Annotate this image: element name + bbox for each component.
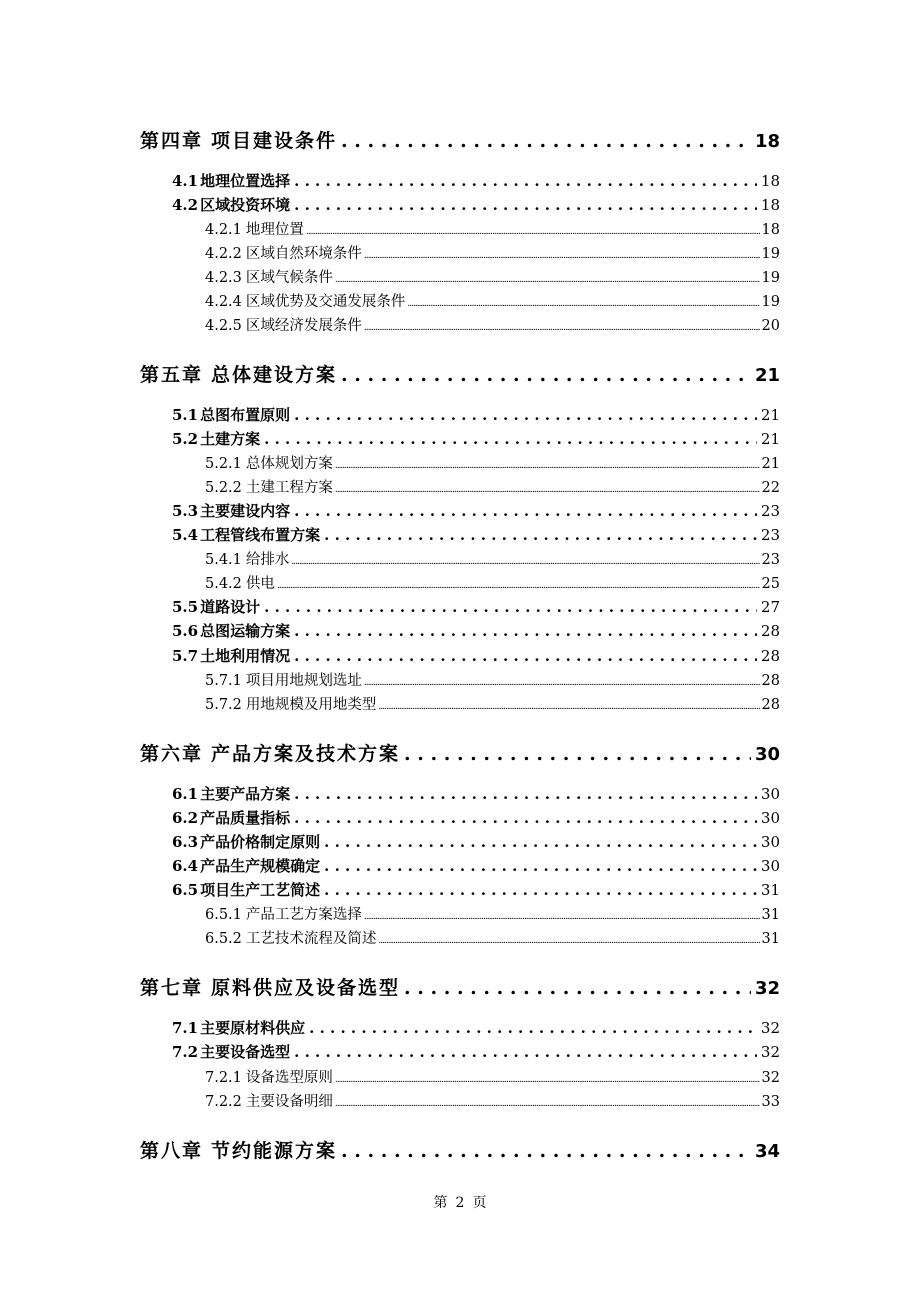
toc-leader-dots	[335, 1099, 760, 1109]
toc-entry-title: 土建方案	[200, 430, 261, 448]
toc-entry-page: 23	[761, 552, 780, 568]
toc-entry-page: 25	[761, 576, 780, 592]
toc-leader-dots	[294, 196, 757, 214]
toc-entry-number: 5.4.2	[205, 576, 242, 592]
toc-leader-dots	[378, 936, 759, 946]
toc-entry-title: 主要原材料供应	[200, 1019, 306, 1037]
toc-entry-title: 区域投资环境	[200, 196, 291, 214]
toc-entry-title: 产品生产规模确定	[200, 857, 321, 875]
toc-section[interactable]	[172, 879, 780, 900]
footer-suffix: 页	[472, 1195, 487, 1211]
toc-entry-title: 土地利用情况	[200, 647, 291, 665]
toc-entry-title: 区域经济发展条件	[245, 318, 362, 334]
toc-entry-title: 地理位置选择	[200, 172, 291, 190]
toc-entry-page: 28	[761, 697, 780, 713]
toc-entry-number: 5.4.1	[205, 552, 242, 568]
toc-entry-title: 区域气候条件	[245, 270, 333, 286]
toc-entry-number: 7.2.2	[205, 1094, 242, 1110]
toc-subsection[interactable]	[205, 476, 780, 497]
toc-entry-page: 23	[760, 526, 780, 544]
page-footer	[0, 1192, 920, 1212]
toc-entry-title: 产品价格制定原则	[200, 833, 321, 851]
toc-entry-page: 32	[760, 1043, 780, 1061]
toc-entry-page: 18	[760, 196, 780, 214]
toc-entry-number: 6.1	[172, 785, 199, 803]
toc-entry-title: 主要设备选型	[200, 1043, 291, 1061]
toc-entry-title: 产品方案及技术方案	[211, 743, 401, 765]
toc-section[interactable]	[172, 194, 780, 215]
toc-subsection[interactable]	[205, 669, 780, 690]
toc-leader-dots	[378, 702, 759, 712]
toc-entry-page: 32	[754, 978, 780, 999]
toc-entry-page: 31	[760, 881, 780, 899]
toc-section[interactable]	[172, 783, 780, 804]
toc-entry-title: 给排水	[245, 552, 290, 568]
toc-entry-page: 31	[761, 907, 780, 923]
toc-entry-page: 30	[760, 833, 780, 851]
toc-entry-title: 项目生产工艺简述	[200, 881, 321, 899]
toc-leader-dots	[407, 299, 759, 309]
toc-leader-dots	[335, 1075, 760, 1085]
toc-entry-page: 28	[760, 622, 780, 640]
toc-entry-page: 18	[754, 131, 780, 152]
toc-entry-number: 5.2.1	[205, 456, 242, 472]
toc-entry-number: 5.6	[172, 622, 199, 640]
footer-prefix: 第	[433, 1195, 448, 1211]
toc-leader-dots	[291, 557, 759, 567]
toc-subsection[interactable]	[205, 1066, 780, 1087]
toc-entry-number: 5.2.2	[205, 480, 242, 496]
toc-entry-page: 19	[761, 246, 780, 262]
toc-entry-number: 第六章	[140, 743, 204, 765]
toc-entry-number: 6.5.1	[205, 907, 242, 923]
toc-entry-number: 6.5	[172, 881, 199, 899]
toc-entry-page: 20	[761, 318, 780, 334]
toc-chapter[interactable]	[140, 1136, 780, 1163]
toc-leader-dots	[324, 881, 757, 899]
toc-subsection[interactable]	[205, 1090, 780, 1111]
toc-entry-page: 18	[761, 222, 780, 238]
toc-entry-title: 工艺技术流程及简述	[245, 931, 377, 947]
toc-entry-number: 第五章	[140, 364, 204, 386]
toc-leader-dots	[264, 430, 757, 448]
toc-entry-page: 32	[760, 1019, 780, 1037]
toc-entry-title: 原料供应及设备选型	[211, 977, 401, 999]
toc-chapter[interactable]	[140, 126, 780, 153]
toc-leader-dots	[264, 598, 757, 616]
toc-leader-dots	[364, 323, 760, 333]
toc-entry-number: 7.2	[172, 1043, 199, 1061]
toc-section[interactable]	[172, 596, 780, 617]
toc-leader-dots	[324, 526, 757, 544]
toc-entry-number: 5.1	[172, 406, 199, 424]
toc-entry-title: 产品工艺方案选择	[245, 907, 362, 923]
toc-entry-title: 地理位置	[245, 222, 304, 238]
toc-section[interactable]	[172, 404, 780, 425]
toc-entry-title: 产品质量指标	[200, 809, 291, 827]
toc-subsection[interactable]	[205, 693, 780, 714]
toc-section[interactable]	[172, 170, 780, 191]
toc-leader-dots	[294, 502, 757, 520]
toc-entry-title: 总体建设方案	[211, 364, 338, 386]
toc-section[interactable]	[172, 428, 780, 449]
toc-entry-number: 6.5.2	[205, 931, 242, 947]
toc-entry-number: 4.1	[172, 172, 199, 190]
toc-entry-title: 主要设备明细	[245, 1094, 333, 1110]
toc-entry-number: 5.3	[172, 502, 199, 520]
toc-subsection[interactable]	[205, 314, 780, 335]
toc-entry-title: 主要建设内容	[200, 502, 291, 520]
toc-entry-page: 34	[754, 1141, 780, 1162]
toc-entry-number: 第八章	[140, 1140, 204, 1162]
toc-leader-dots	[324, 833, 757, 851]
toc-section[interactable]	[172, 807, 780, 828]
toc-entry-title: 区域优势及交通发展条件	[245, 294, 406, 310]
toc-entry-title: 区域自然环境条件	[245, 246, 362, 262]
toc-leader-dots	[277, 581, 760, 591]
toc-section[interactable]	[172, 1017, 780, 1038]
toc-entry-page: 21	[761, 456, 780, 472]
toc-entry-title: 供电	[245, 576, 275, 592]
toc-entry-page: 23	[760, 502, 780, 520]
toc-entry-number: 6.4	[172, 857, 199, 875]
toc-leader-dots	[364, 251, 760, 261]
toc-entry-number: 第七章	[140, 977, 204, 999]
toc-entry-page: 21	[760, 406, 780, 424]
toc-entry-page: 28	[760, 647, 780, 665]
toc-leader-dots	[294, 172, 757, 190]
toc-section[interactable]	[172, 524, 780, 545]
toc-subsection[interactable]	[205, 266, 780, 287]
toc-entry-number: 4.2	[172, 196, 199, 214]
toc-entry-title: 节约能源方案	[211, 1140, 338, 1162]
toc-entry-number: 7.2.1	[205, 1070, 242, 1086]
toc-leader-dots	[404, 743, 751, 765]
toc-entry-title: 设备选型原则	[245, 1070, 333, 1086]
toc-section[interactable]	[172, 831, 780, 852]
toc-leader-dots	[335, 275, 760, 285]
toc-entry-title: 用地规模及用地类型	[245, 697, 377, 713]
toc-entry-number: 5.7.1	[205, 673, 242, 689]
toc-entry-number: 5.7.2	[205, 697, 242, 713]
toc-entry-title: 总图布置原则	[200, 406, 291, 424]
toc-entry-page: 30	[760, 785, 780, 803]
toc-entry-number: 7.1	[172, 1019, 199, 1037]
toc-section[interactable]	[172, 1041, 780, 1062]
toc-entry-number: 4.2.5	[205, 318, 242, 334]
toc-entry-page: 30	[760, 857, 780, 875]
toc-leader-dots	[306, 227, 760, 237]
toc-entry-page: 18	[760, 172, 780, 190]
footer-page-number: 2	[455, 1195, 465, 1211]
toc-subsection[interactable]	[205, 903, 780, 924]
toc-leader-dots	[341, 130, 751, 152]
toc-leader-dots	[335, 461, 760, 471]
toc-entry-number: 4.2.4	[205, 294, 242, 310]
toc-leader-dots	[364, 678, 760, 688]
toc-leader-dots	[341, 1140, 751, 1162]
toc-section[interactable]	[172, 620, 780, 641]
toc-leader-dots	[364, 912, 760, 922]
toc-entry-number: 5.5	[172, 598, 199, 616]
toc-subsection[interactable]	[205, 548, 780, 569]
toc-entry-title: 总图运输方案	[200, 622, 291, 640]
toc-subsection[interactable]	[205, 242, 780, 263]
toc-entry-number: 5.7	[172, 647, 199, 665]
toc-section[interactable]	[172, 855, 780, 876]
toc-entry-page: 21	[754, 365, 780, 386]
toc-chapter[interactable]	[140, 739, 780, 766]
toc-entry-number: 5.4	[172, 526, 199, 544]
toc-section[interactable]	[172, 500, 780, 521]
toc-subsection[interactable]	[205, 927, 780, 948]
toc-leader-dots	[294, 622, 757, 640]
toc-chapter[interactable]	[140, 360, 780, 387]
toc-entry-number: 4.2.1	[205, 222, 242, 238]
toc-entry-number: 4.2.2	[205, 246, 242, 262]
toc-entry-page: 30	[760, 809, 780, 827]
toc-entry-page: 22	[761, 480, 780, 496]
toc-entry-title: 总体规划方案	[245, 456, 333, 472]
toc-leader-dots	[309, 1019, 757, 1037]
toc-leader-dots	[294, 1043, 757, 1061]
toc-entry-title: 主要产品方案	[200, 785, 291, 803]
toc-entry-title: 工程管线布置方案	[200, 526, 321, 544]
toc-entry-number: 6.3	[172, 833, 199, 851]
toc-leader-dots	[324, 857, 757, 875]
toc-leader-dots	[404, 977, 751, 999]
toc-leader-dots	[294, 406, 757, 424]
toc-entry-page: 21	[760, 430, 780, 448]
toc-entry-page: 19	[761, 294, 780, 310]
toc-entry-title: 项目建设条件	[211, 130, 338, 152]
toc-entry-title: 土建工程方案	[245, 480, 333, 496]
toc-entry-page: 19	[761, 270, 780, 286]
toc-entry-page: 27	[760, 598, 780, 616]
toc-entry-page: 33	[761, 1094, 780, 1110]
toc-entry-number: 4.2.3	[205, 270, 242, 286]
toc-subsection[interactable]	[205, 572, 780, 593]
toc-entry-number: 6.2	[172, 809, 199, 827]
toc-leader-dots	[294, 647, 757, 665]
toc-entry-page: 31	[761, 931, 780, 947]
toc-leader-dots	[294, 785, 757, 803]
toc-chapter[interactable]	[140, 973, 780, 1000]
toc-subsection[interactable]	[205, 218, 780, 239]
toc-leader-dots	[294, 809, 757, 827]
toc-entry-number: 第四章	[140, 130, 204, 152]
toc-subsection[interactable]	[205, 452, 780, 473]
toc-entry-title: 道路设计	[200, 598, 261, 616]
toc-section[interactable]	[172, 645, 780, 666]
toc-entry-number: 5.2	[172, 430, 199, 448]
toc-entry-page: 30	[754, 744, 780, 765]
toc-leader-dots	[335, 485, 760, 495]
toc-entry-page: 32	[761, 1070, 780, 1086]
toc-entry-title: 项目用地规划选址	[245, 673, 362, 689]
toc-subsection[interactable]	[205, 290, 780, 311]
toc-entry-page: 28	[761, 673, 780, 689]
toc-leader-dots	[341, 364, 751, 386]
